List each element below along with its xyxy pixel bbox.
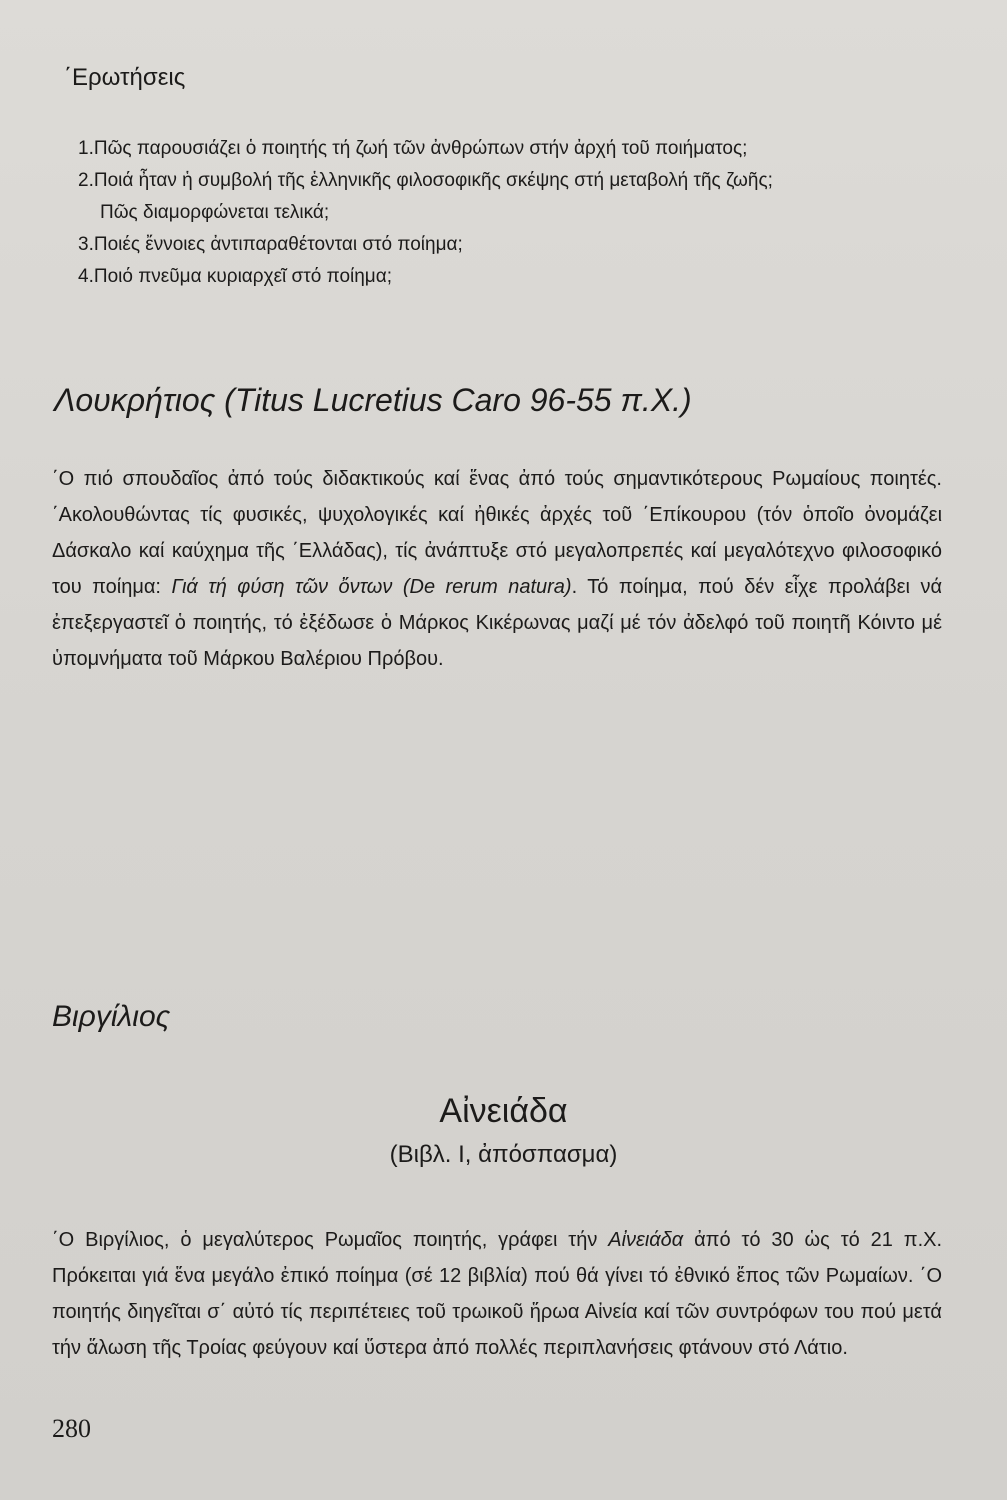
lucretius-paragraph — [52, 461, 942, 677]
paragraph-line: τοῦ ποιητῆ Κόιντο μέ ὑπομνήματα τοῦ Μάρκου Βαλέριου Πρόβου. — [52, 612, 942, 670]
paragraph-line: τοῦ τρωικοῦ ἥρωα Αἰνεία καί τῶν συντρόφων του πού μετά τήν ἅλωση τῆς — [52, 1301, 942, 1359]
paragraph-line: ΄Ο Βιργίλιος, ὁ μεγαλύτερος Ρωμαῖος ποιητής, γράφει τήν — [52, 1229, 598, 1251]
virgil-paragraph — [52, 1222, 942, 1366]
page-number: 280 — [52, 1414, 91, 1443]
show-through-texture — [600, 60, 606, 96]
question-item: 1.Πῶς παρουσιάζει ὁ ποιητής τή ζωή τῶν ἀνθρώπων στήν ἀρχή τοῦ ποιήματος; — [78, 138, 748, 159]
question-item-continuation: Πῶς διαμορφώνεται τελικά; — [100, 202, 330, 223]
paragraph-line: ἀπό τό — [694, 1229, 761, 1251]
question-item: 2.Ποιά ἦταν ἡ συμβολή τῆς ἑλληνικῆς φιλοσοφικῆς σκέψης στή μεταβολή τῆς ζωῆς; — [78, 170, 773, 191]
paragraph-line: 30 ὡς τό 21 π.Χ. Πρόκειται γιά ἕνα μεγάλο ἐπικό ποίημα (σέ 12 βιβλία) πού θά — [52, 1229, 943, 1287]
paragraph-line: τοῦ ΄Επίκουρου (τόν ὁποῖο ὀνομάζει Δάσκαλο καί καύχημα τῆς ΄Ελλάδας), τίς — [52, 504, 943, 562]
question-item: 3.Ποιές ἔννοιες ἀντιπαραθέτονται στό ποίημα; — [78, 234, 463, 255]
lucretius-heading: Λουκρήτιος (Titus Lucretius Caro 96-55 π.Χ.) — [54, 382, 692, 418]
questions-heading: ΄Ερωτήσεις — [64, 64, 186, 91]
work-title-italic: Γιά τή φύση τῶν ὄντων (De rerum natura) — [171, 576, 572, 598]
paragraph-line: Ρωμαίους ποιητές. ΄Ακολουθώντας τίς φυσικές, ψυχολογικές καί ἠθικές ἀρχές — [52, 468, 942, 526]
paragraph-line: . Τό ποίημα, πού δέν εἶχε προλάβει νά — [571, 576, 943, 598]
paragraph-line: ἀνάπτυξε στό μεγαλοπρεπές καί μεγαλότεχνο φιλοσοφικό του ποίημα: — [52, 540, 942, 598]
questions-list — [78, 133, 958, 293]
paragraph-line: γίνει τό ἐθνικό ἔπος τῶν Ρωμαίων. ΄Ο ποιητής διηγεῖται σ΄ αὐτό τίς περιπέτειες — [52, 1265, 943, 1323]
question-item: 4.Ποιό πνεῦμα κυριαρχεῖ στό ποίημα; — [78, 266, 393, 287]
paragraph-line: ἐπεξεργαστεῖ ὁ ποιητής, τό ἐξέδωσε ὁ Μάρκος Κικέρωνας μαζί μέ τόν ἀδελφό — [52, 612, 749, 634]
paragraph-line: Τροίας φεύγουν καί ὕστερα ἀπό πολλές περιπλανήσεις φτάνουν στό Λάτιο. — [186, 1337, 848, 1359]
aeneid-subtitle: (Βιβλ. Ι, ἀπόσπασμα) — [389, 1141, 618, 1168]
paragraph-line: ΄Ο πιό σπουδαῖος ἀπό τούς διδακτικούς καί ἕνας ἀπό τούς σημαντικότερους — [52, 468, 763, 490]
aeneid-title: Αἰνειάδα — [439, 1092, 568, 1130]
virgil-heading: Βιργίλιος — [52, 1000, 171, 1033]
work-title-italic: Αἰνειάδα — [608, 1229, 684, 1251]
